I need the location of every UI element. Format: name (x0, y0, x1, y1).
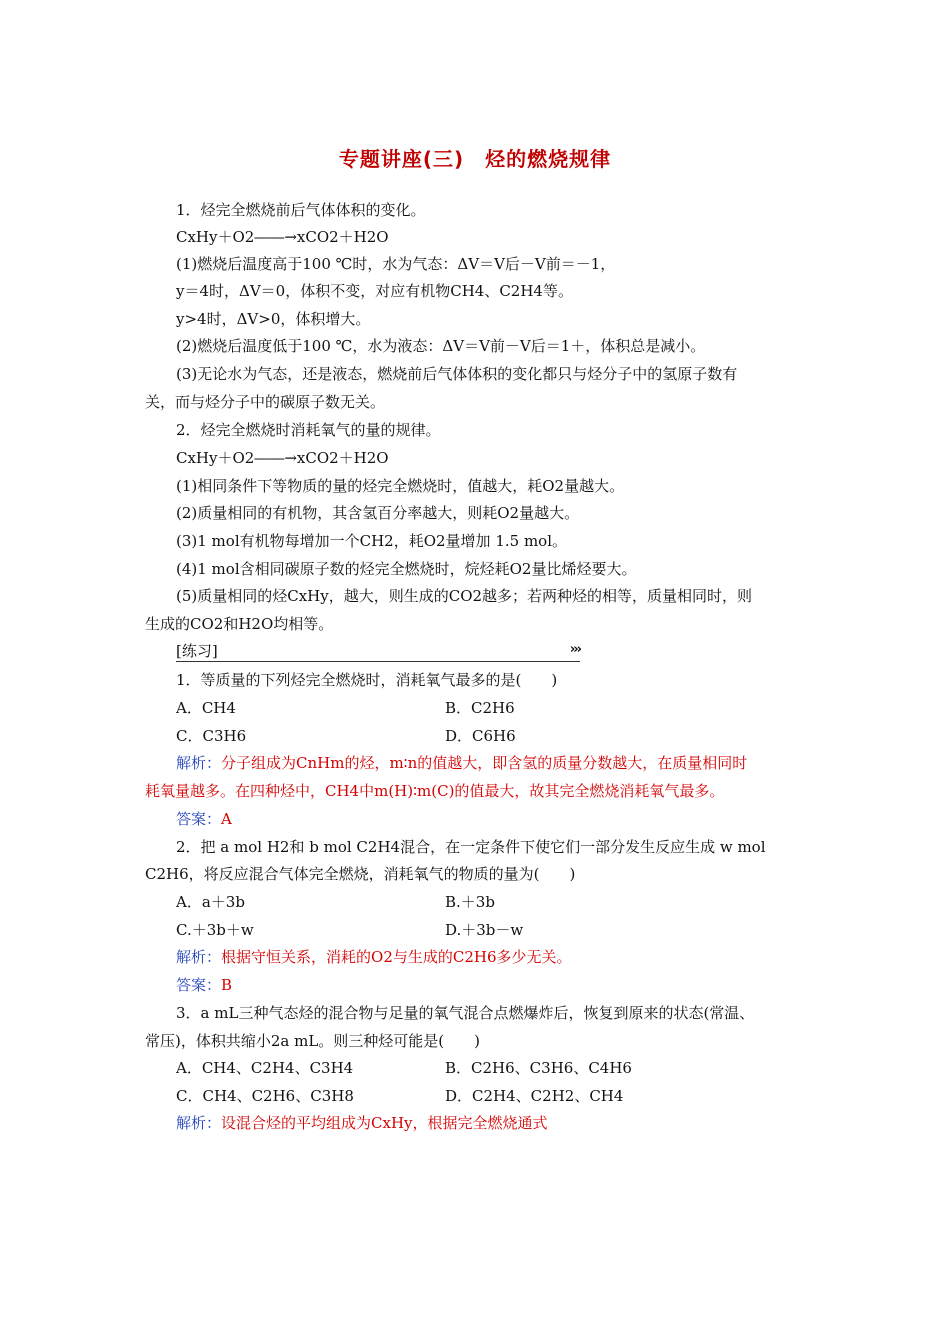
explanation-label: 解析： (176, 948, 222, 966)
q3-stem-line2: 常压)，体积共缩小2a mL。则三种烃可能是( ) (145, 1032, 480, 1050)
q2-answer: 答案：B (176, 976, 233, 994)
section1-point2: y＝4时，ΔV＝0，体积不变，对应有机物CH4、C2H4等。 (176, 282, 573, 300)
explanation-label: 解析： (176, 754, 222, 772)
q1-option-d: D．C6H6 (445, 727, 516, 745)
section1-point4: (2)燃烧后温度低于100 ℃，水为液态：ΔV＝V前－V后＝1＋，体积总是减小。 (176, 337, 706, 355)
section1-heading: 1．烃完全燃烧前后气体体积的变化。 (176, 201, 426, 219)
section2-rule1: (1)相同条件下等物质的量的烃完全燃烧时，值越大，耗O2量越大。 (176, 477, 625, 495)
section1-point1: (1)燃烧后温度高于100 ℃时，水为气态：ΔV＝V后－V前＝－1， (176, 255, 616, 273)
q2-option-d: D.＋3b－w (445, 921, 524, 939)
section1-equation: CxHy＋O2――→xCO2＋H2O (176, 228, 389, 246)
q1-stem: 1．等质量的下列烃完全燃烧时，消耗氧气最多的是( ) (176, 671, 558, 689)
q1-explanation-line2: 耗氧量越多。在四种烃中，CH4中m(H)∶m(C)的值最大，故其完全燃烧消耗氧气最多。 (145, 782, 725, 800)
answer-label: 答案： (176, 976, 222, 994)
q2-explanation: 解析：根据守恒关系，消耗的O2与生成的C2H6多少无关。 (176, 948, 572, 966)
page-title: 专题讲座(三) 烃的燃烧规律 (338, 147, 612, 171)
section2-rule2: (2)质量相同的有机物，其含氢百分率越大，则耗O2量越大。 (176, 504, 580, 522)
q3-explanation: 解析：设混合烃的平均组成为CxHy，根据完全燃烧通式 (176, 1114, 548, 1132)
practice-label: [练习] (176, 642, 218, 660)
q1-option-c: C．C3H6 (176, 727, 247, 745)
section1-point5-line1: (3)无论水为气态，还是液态，燃烧前后气体体积的变化都只与烃分子中的氢原子数有 (176, 365, 738, 383)
explanation-label: 解析： (176, 1114, 222, 1132)
q2-option-a: A．a＋3b (176, 893, 245, 911)
q2-stem-line2: C2H6，将反应混合气体完全燃烧，消耗氧气的物质的量为( ) (145, 865, 576, 883)
q1-option-b: B．C2H6 (445, 699, 515, 717)
q1-explanation-line1: 解析：分子组成为CnHm的烃，m∶n的值越大，即含氢的质量分数越大，在质量相同时 (176, 754, 748, 772)
answer-label: 答案： (176, 810, 222, 828)
q3-option-b: B．C2H6、C3H6、C4H6 (445, 1059, 632, 1077)
q3-option-a: A．CH4、C2H4、C3H4 (176, 1059, 354, 1077)
section1-point3: y>4时，ΔV>0，体积增大。 (176, 310, 371, 328)
section2-heading: 2．烃完全燃烧时消耗氧气的量的规律。 (176, 421, 441, 439)
q1-answer: 答案：A (176, 810, 232, 828)
section2-rule5-line2: 生成的CO2和H2O均相等。 (145, 615, 334, 633)
section2-rule5-line1: (5)质量相同的烃CxHy，越大，则生成的CO2越多；若两种烃的相等，质量相同时，则 (176, 587, 753, 605)
section2-rule4: (4)1 mol含相同碳原子数的烃完全燃烧时，烷烃耗O2量比烯烃要大。 (176, 560, 637, 578)
section1-point5-line2: 关，而与烃分子中的碳原子数无关。 (145, 393, 386, 411)
section2-equation: CxHy＋O2――→xCO2＋H2O (176, 449, 389, 467)
section2-rule3: (3)1 mol有机物每增加一个CH2，耗O2量增加 1.5 mol。 (176, 532, 567, 550)
q2-option-c: C.＋3b＋w (176, 921, 254, 939)
triple-chevron-icon: ››› (569, 642, 580, 657)
q3-option-d: D．C2H4、C2H2、CH4 (445, 1087, 624, 1105)
q1-option-a: A．CH4 (176, 699, 236, 717)
q3-option-c: C．CH4、C2H6、C3H8 (176, 1087, 354, 1105)
q2-stem-line1: 2．把 a mol H2和 b mol C2H4混合，在一定条件下使它们一部分发生反应生成 w mol (176, 838, 766, 856)
practice-header (176, 641, 580, 662)
q2-option-b: B.＋3b (445, 893, 495, 911)
q3-stem-line1: 3．a mL三种气态烃的混合物与足量的氧气混合点燃爆炸后，恢复到原来的状态(常温、 (176, 1004, 755, 1022)
